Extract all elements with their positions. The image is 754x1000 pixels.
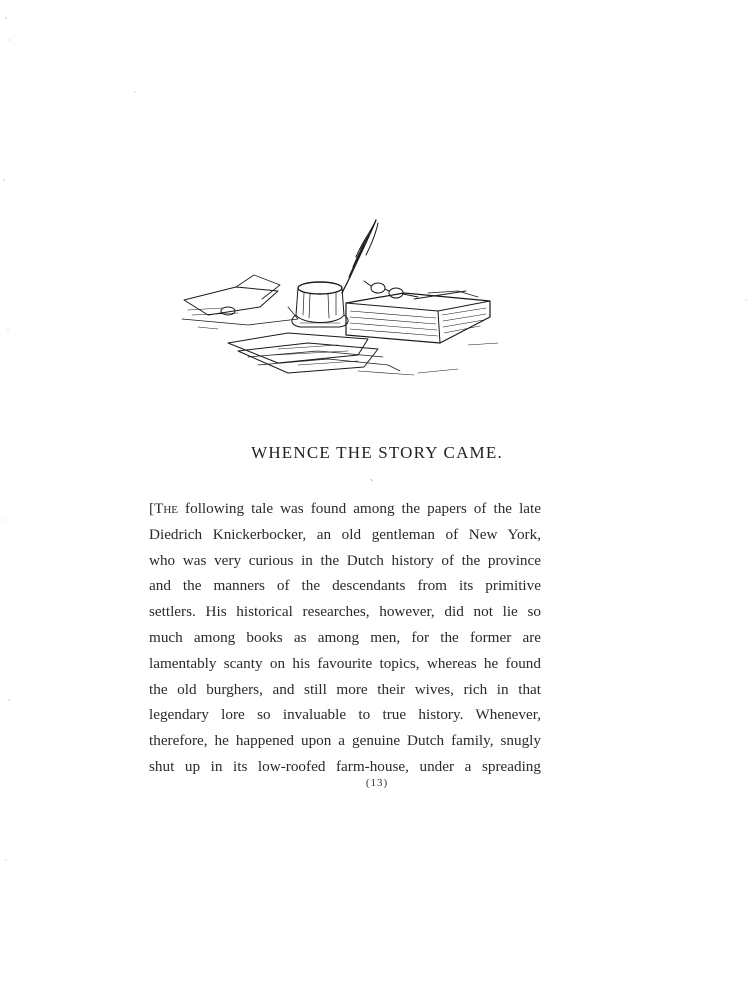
text-line: and the manners of the descendants from its primitive <box>149 577 541 595</box>
page-number: (13) <box>365 777 389 789</box>
text-line-content: following tale was found among the papers of the late <box>178 500 541 517</box>
text-line: the old burghers, and still more their wives, rich in that <box>149 680 541 698</box>
text-line: therefore, he happened upon a genuine Dutch family, snugly <box>149 732 541 750</box>
text-line: shut up in its low-roofed farm-house, under a spreading <box>149 757 541 775</box>
text-line: settlers. His historical researches, however, did not lie so <box>149 603 541 621</box>
text-line: who was very curious in the Dutch history of the province <box>149 551 541 569</box>
text-line: lamentably scanty on his favourite topics, whereas he found <box>149 654 541 672</box>
text-line: much among books as among men, for the former are <box>149 628 541 646</box>
small-caps-first-word: The <box>154 500 179 517</box>
chapter-heading: WHENCE THE STORY CAME. <box>251 443 503 462</box>
ornament-mark: ˋ <box>370 478 373 488</box>
header-illustration <box>178 215 508 385</box>
text-line: Diedrich Knickerbocker, an old gentleman of New York, <box>149 525 541 543</box>
text-line: legendary lore so invaluable to true history. Whenever, <box>149 706 541 724</box>
body-paragraph <box>149 496 541 780</box>
quill-inkpot-books-illustration <box>178 215 508 385</box>
opening-bracket: [ <box>149 500 155 517</box>
text-line <box>149 496 541 522</box>
